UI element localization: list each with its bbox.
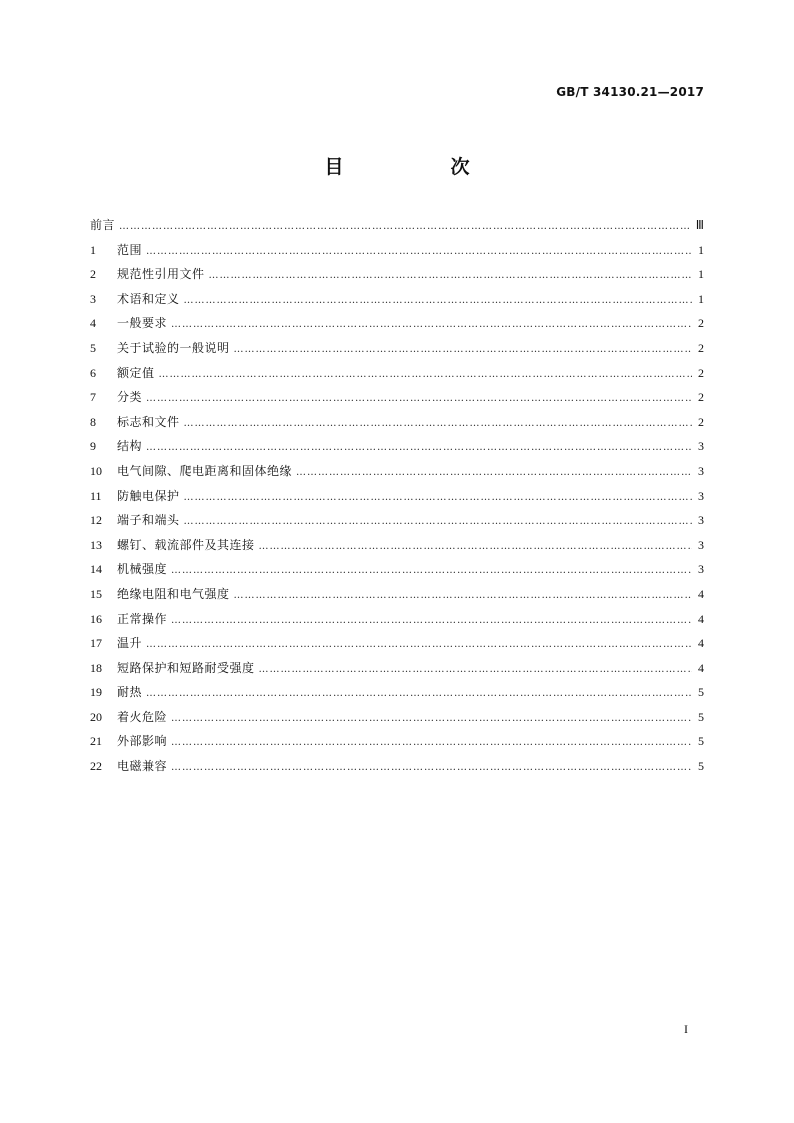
toc-entry-number: 14 (90, 562, 102, 577)
toc-entry-page: 3 (698, 537, 704, 552)
toc-entry[interactable] (90, 314, 704, 339)
toc-leader-dots (171, 710, 692, 728)
toc-entry[interactable] (90, 757, 704, 782)
toc-entry-title: 耐热 (117, 685, 143, 700)
toc-entry-title: 前言 (90, 218, 116, 232)
toc-entry-title: 额定值 (117, 365, 155, 380)
toc-entry-page: 3 (698, 562, 704, 577)
toc-entry-title: 着火危险 (117, 709, 168, 724)
toc-leader-dots (146, 439, 692, 457)
toc-entry-number: 22 (90, 759, 102, 774)
toc-entry-title: 规范性引用文件 (117, 267, 205, 282)
toc-entry-number: 15 (90, 586, 102, 601)
toc-entry[interactable] (90, 585, 704, 610)
toc-leader-dots (146, 685, 692, 703)
toc-entry-number: 19 (90, 685, 102, 700)
toc-entry-number: 5 (90, 340, 96, 355)
toc-entry[interactable] (90, 265, 704, 290)
toc-leader-dots (234, 587, 692, 605)
toc-entry-number: 16 (90, 611, 102, 626)
toc-entry-title: 分类 (117, 390, 143, 405)
toc-entry-page: 3 (698, 513, 704, 528)
toc-entry-title: 正常操作 (117, 611, 168, 626)
toc-leader-dots (184, 513, 692, 531)
toc-entry[interactable] (90, 732, 704, 757)
toc-entry-number: 20 (90, 709, 102, 724)
toc-entry-number: 9 (90, 439, 96, 454)
toc-entry[interactable] (90, 388, 704, 413)
toc-entry[interactable] (90, 339, 704, 364)
toc-leader-dots (259, 661, 692, 679)
toc-leader-dots (171, 316, 692, 334)
toc-entry-number: 7 (90, 390, 96, 405)
toc-entry[interactable] (90, 560, 704, 585)
toc-entry[interactable] (90, 511, 704, 536)
toc-entry[interactable] (90, 290, 704, 315)
toc-entry-page: 4 (698, 660, 704, 675)
toc-entry[interactable] (90, 413, 704, 438)
toc-entry-title: 术语和定义 (117, 291, 180, 306)
toc-entry-page: 4 (698, 611, 704, 626)
toc-heading: 目 次 (324, 156, 514, 178)
toc-leader-dots (159, 366, 692, 384)
toc-entry-page: 3 (698, 488, 704, 503)
toc-entry-page: Ⅲ (695, 218, 704, 232)
toc-leader-dots (171, 612, 692, 630)
toc-entry-page: 5 (698, 709, 704, 724)
table-of-contents (90, 216, 704, 782)
toc-entry-page: 2 (698, 414, 704, 429)
standard-number: GB/T 34130.21—2017 (556, 85, 704, 99)
toc-leader-dots (184, 415, 692, 433)
toc-entry-page: 1 (698, 291, 704, 306)
toc-leader-dots (119, 218, 692, 236)
toc-leader-dots (146, 243, 692, 261)
toc-leader-dots (259, 538, 692, 556)
toc-entry-page: 2 (698, 316, 704, 331)
toc-entry-number: 8 (90, 414, 96, 429)
toc-leader-dots (171, 562, 692, 580)
toc-entry-number: 21 (90, 734, 102, 749)
toc-entry-title: 电气间隙、爬电距离和固体绝缘 (117, 463, 293, 478)
toc-leader-dots (184, 292, 692, 310)
toc-entry[interactable] (90, 708, 704, 733)
toc-entry-page: 2 (698, 390, 704, 405)
toc-leader-dots (184, 489, 692, 507)
toc-entry-page: 3 (698, 463, 704, 478)
toc-leader-dots (171, 759, 692, 777)
toc-entry-title: 结构 (117, 439, 143, 454)
toc-entry[interactable] (90, 487, 704, 512)
toc-entry-number: 6 (90, 365, 96, 380)
toc-entry-number: 10 (90, 463, 102, 478)
toc-entry-page: 5 (698, 685, 704, 700)
toc-entry-page: 4 (698, 636, 704, 651)
toc-entry-title: 范围 (117, 242, 143, 257)
toc-leader-dots (234, 341, 692, 359)
toc-entry-page: 5 (698, 734, 704, 749)
toc-entry-title: 螺钉、载流部件及其连接 (117, 537, 255, 552)
toc-leader-dots (146, 636, 692, 654)
toc-leader-dots (171, 734, 692, 752)
toc-entry-title: 关于试验的一般说明 (117, 340, 230, 355)
toc-entry-number: 1 (90, 242, 96, 257)
toc-entry-page: 1 (698, 267, 704, 282)
toc-entry[interactable] (90, 437, 704, 462)
toc-entry-title: 电磁兼容 (117, 759, 168, 774)
toc-entry[interactable] (90, 536, 704, 561)
toc-entry[interactable] (90, 241, 704, 266)
toc-entry-number: 2 (90, 267, 96, 282)
toc-entry-title: 外部影响 (117, 734, 168, 749)
toc-entry-page: 5 (698, 759, 704, 774)
toc-entry-page: 2 (698, 340, 704, 355)
toc-entry[interactable] (90, 659, 704, 684)
toc-entry-title: 机械强度 (117, 562, 168, 577)
toc-entry-page: 2 (698, 365, 704, 380)
toc-entry-title: 温升 (117, 636, 143, 651)
toc-entry-number: 13 (90, 537, 102, 552)
toc-entry-number: 17 (90, 636, 102, 651)
toc-entry-number: 12 (90, 513, 102, 528)
toc-entry-title: 一般要求 (117, 316, 168, 331)
toc-entry-title: 防触电保护 (117, 488, 180, 503)
toc-entry[interactable] (90, 364, 704, 389)
toc-entry-number: 3 (90, 291, 96, 306)
toc-entry-title: 短路保护和短路耐受强度 (117, 660, 255, 675)
toc-leader-dots (146, 390, 692, 408)
toc-entry-title: 端子和端头 (117, 513, 180, 528)
toc-entry-page: 4 (698, 586, 704, 601)
toc-entry[interactable] (90, 216, 704, 241)
toc-entry[interactable] (90, 634, 704, 659)
toc-entry-number: 4 (90, 316, 96, 331)
toc-entry[interactable] (90, 610, 704, 635)
toc-entry[interactable] (90, 683, 704, 708)
toc-entry[interactable] (90, 462, 704, 487)
toc-entry-title: 标志和文件 (117, 414, 180, 429)
toc-leader-dots (296, 464, 692, 482)
toc-entry-page: 3 (698, 439, 704, 454)
page-number: I (684, 1022, 688, 1036)
toc-entry-number: 18 (90, 660, 102, 675)
toc-entry-number: 11 (90, 488, 102, 503)
toc-entry-page: 1 (698, 242, 704, 257)
toc-leader-dots (209, 267, 692, 285)
toc-entry-title: 绝缘电阻和电气强度 (117, 586, 230, 601)
